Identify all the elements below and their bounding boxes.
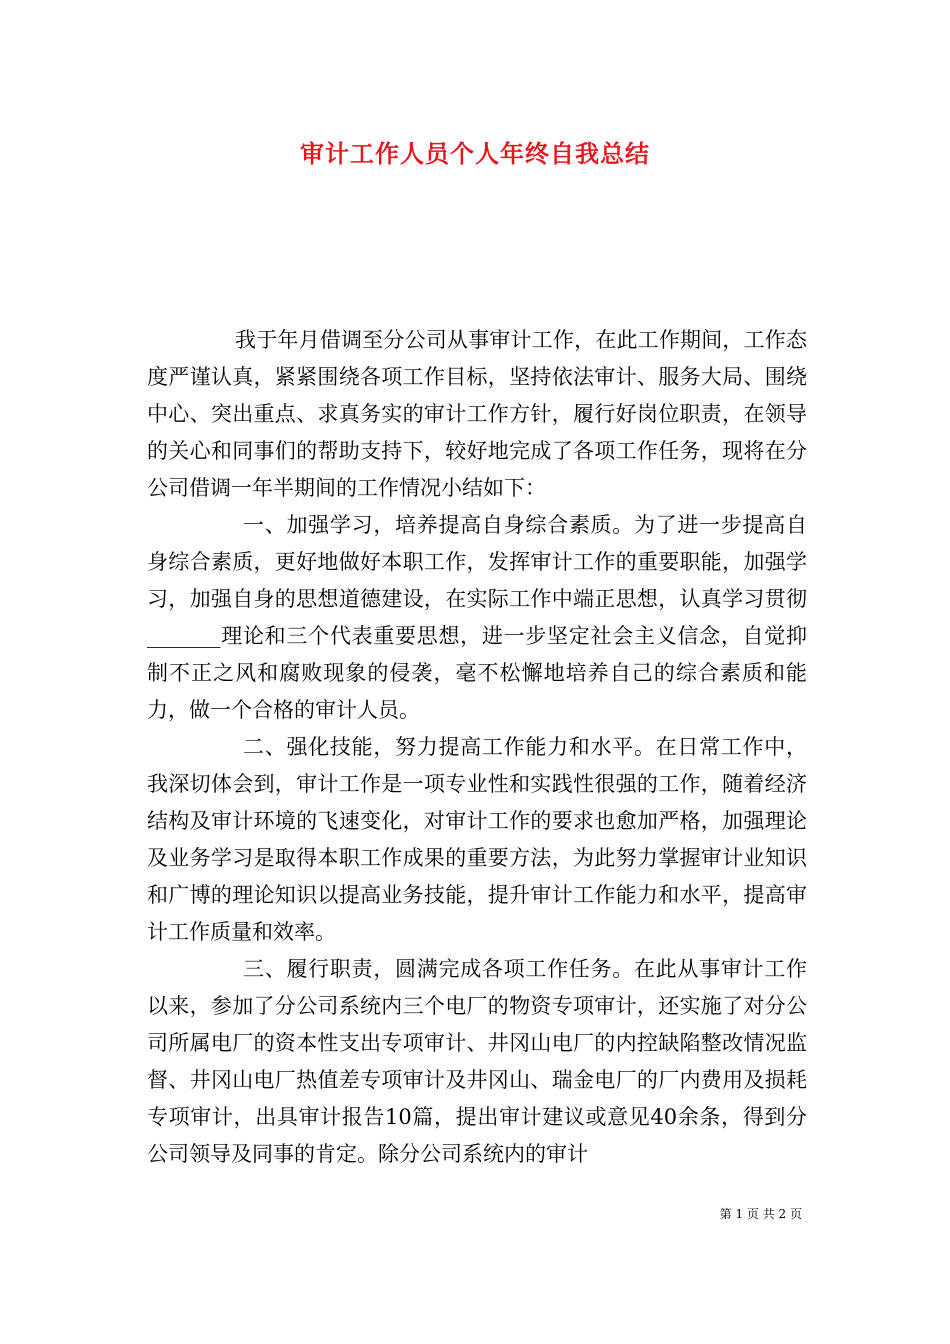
paragraph-intro: 我于年月借调至分公司从事审计工作，在此工作期间，工作态度严谨认真，紧紧围绕各项工作目标，坚持依法审计、服务大局、围绕中心、突出重点、求真务实的审计工作方针，履行好岗位职责，在领导的关心和同事们的帮助支持下，较好地完成了各项工作任务，现将在分公司借调一年半期间的工作情况小结如下： — [147, 328, 807, 500]
page-number-footer: 第 1 页 共 2 页 — [719, 1207, 802, 1221]
paragraph-section-1: 一、加强学习，培养提高自身综合素质。为了进一步提高自身综合素质，更好地做好本职工作，发挥审计工作的重要职能，加强学习，加强自身的思想道德建设，在实际工作中端正思想，认真学习贯彻_______理论和三个代表重要思想，进一步坚定社会主义信念，自觉抑制不正之风和腐败现象的侵袭，毫不松懈地培养自己的综合素质和能力，做一个合格的审计人员。 — [147, 513, 807, 722]
paragraph-section-2: 二、强化技能，努力提高工作能力和水平。在日常工作中，我深切体会到，审计工作是一项专业性和实践性很强的工作，随着经济结构及审计环境的飞速变化，对审计工作的要求也愈加严格，加强理论及业务学习是取得本职工作成果的重要方法，为此努力掌握审计业知识和广博的理论知识以提高业务技能，提升审计工作能力和水平，提高审计工作质量和效率。 — [147, 735, 807, 944]
document-title: 审计工作人员个人年终自我总结 — [300, 139, 650, 168]
document-body — [147, 322, 807, 1173]
paragraph-section-3: 三、履行职责，圆满完成各项工作任务。在此从事审计工作以来，参加了分公司系统内三个电厂的物资专项审计，还实施了对分公司所属电厂的资本性支出专项审计、井冈山电厂的内控缺陷整改情况监督、井冈山电厂热值差专项审计及井冈山、瑞金电厂的厂内费用及损耗专项审计，出具审计报告10篇，提出审计建议或意见40余条，得到分公司领导及同事的肯定。除分公司系统内的审计 — [147, 957, 807, 1166]
